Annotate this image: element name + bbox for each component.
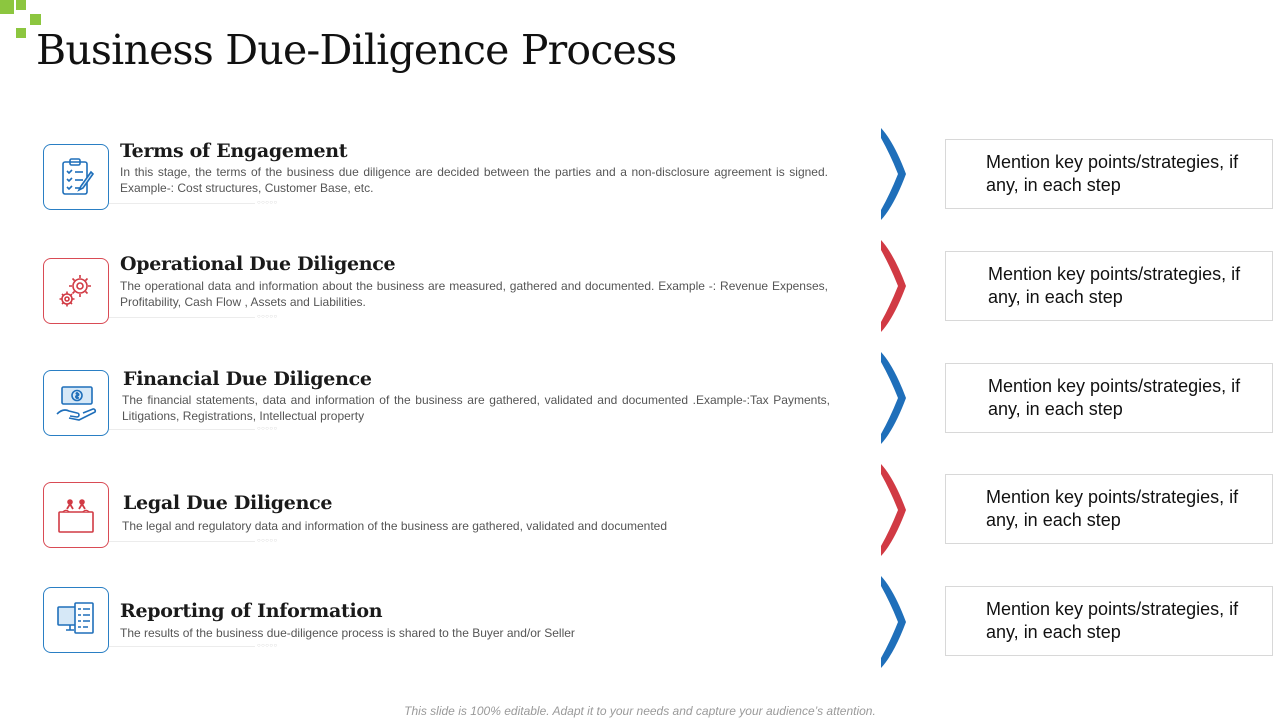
step-description: The financial statements, data and information of the business are gathered, validated and documented .Example-:Tax Payments, Litigations, Registrations, Intellectual property xyxy=(122,393,830,423)
row-underline xyxy=(109,429,255,430)
row-underline xyxy=(109,203,255,204)
step-row-reporting-of-information xyxy=(0,576,1280,676)
step-row-legal-due-diligence xyxy=(0,464,1280,564)
chevron-right-icon xyxy=(878,576,912,668)
key-points-box: Mention key points/strategies, if any, in each step xyxy=(945,139,1273,209)
chevron-right-icon xyxy=(878,128,912,220)
step-title: Reporting of Information xyxy=(120,600,383,622)
chevron-right-icon xyxy=(878,352,912,444)
step-title: Financial Due Diligence xyxy=(123,368,372,390)
key-points-box: Mention key points/strategies, if any, in each step xyxy=(945,363,1273,433)
legal-briefcase-icon xyxy=(43,482,109,548)
step-description: In this stage, the terms of the business due diligence are decided between the parties and a non-disclosure agreement is signed. Example-: Cost structures, Customer Base, etc. xyxy=(120,165,828,195)
row-dots: ○○○○○ xyxy=(257,538,278,544)
row-dots: ○○○○○ xyxy=(257,200,278,206)
step-description: The operational data and information about the business are measured, gathered and documented. Example -: Revenue Expenses, Profitability, Cash Flow , Assets and Liabilities. xyxy=(120,279,828,309)
slide-title: Business Due-Diligence Process xyxy=(36,26,677,74)
row-underline xyxy=(109,317,255,318)
key-points-box: Mention key points/strategies, if any, in each step xyxy=(945,474,1273,544)
step-row-operational-due-diligence xyxy=(0,240,1280,340)
key-points-box: Mention key points/strategies, if any, in each step xyxy=(945,586,1273,656)
step-row-terms-of-engagement xyxy=(0,128,1280,228)
step-description: The legal and regulatory data and information of the business are gathered, validated and documented xyxy=(122,519,668,533)
step-title: Operational Due Diligence xyxy=(120,253,396,275)
slide-footer-note: This slide is 100% editable. Adapt it to your needs and capture your audience’s attention. xyxy=(404,704,876,718)
checklist-clipboard-icon xyxy=(43,144,109,210)
key-points-box: Mention key points/strategies, if any, in each step xyxy=(945,251,1273,321)
step-description: The results of the business due-diligence process is shared to the Buyer and/or Seller xyxy=(120,626,575,640)
row-dots: ○○○○○ xyxy=(257,426,278,432)
row-dots: ○○○○○ xyxy=(257,314,278,320)
row-dots: ○○○○○ xyxy=(257,643,278,649)
row-underline xyxy=(109,646,255,647)
row-underline xyxy=(109,541,255,542)
step-row-financial-due-diligence xyxy=(0,352,1280,452)
gears-icon xyxy=(43,258,109,324)
step-title: Legal Due Diligence xyxy=(123,492,333,514)
step-title: Terms of Engagement xyxy=(120,140,348,162)
report-monitor-icon xyxy=(43,587,109,653)
chevron-right-icon xyxy=(878,240,912,332)
money-hand-icon xyxy=(43,370,109,436)
chevron-right-icon xyxy=(878,464,912,556)
